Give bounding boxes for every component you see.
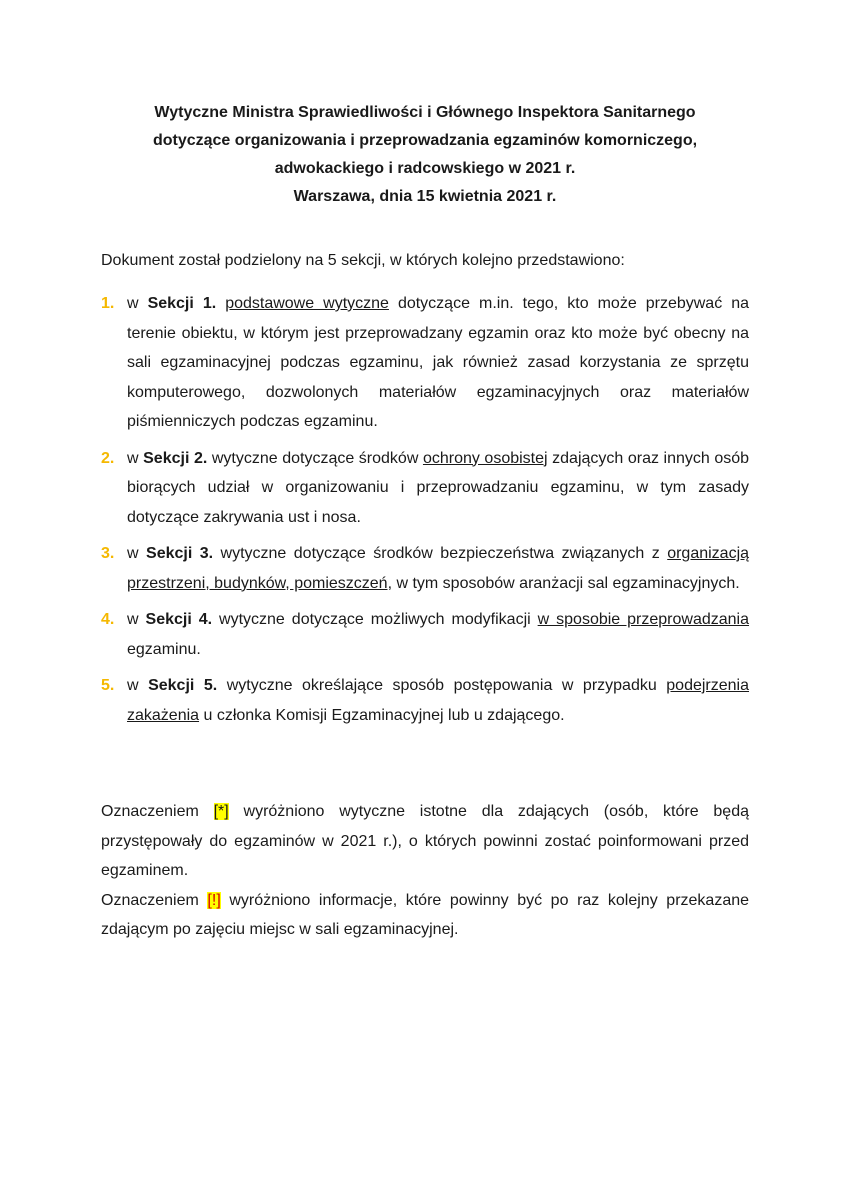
item-text: w tym sposobów aranżacji sal egzaminacyjnych. xyxy=(392,574,740,592)
note-text: wyróżniono informacje, które powinny być po raz kolejny przekazane zdającym po zajęciu miejsc w sali egzaminacyjnej. xyxy=(101,891,750,938)
item-text: dotyczące m.in. tego, kto może przebywać na terenie obiektu, w którym jest przeprowadzany egzamin oraz kto może być obecny na sali egzaminacyjnej podczas egzaminu, jak również zasad korzystania ze sprzętu komputerowego, dozwolonych materiałów egzaminacyjnych oraz materiałów piśmienniczych podczas egzaminu. xyxy=(127,295,750,430)
exclamation-marker: [!] xyxy=(207,891,221,909)
list-item-section-3 xyxy=(101,539,749,598)
item-text: zdających oraz innych osób biorących udział w organizowaniu i przeprowadzaniu egzaminu, w tym zasady dotyczące zakrywania ust i nosa. xyxy=(127,449,750,526)
title-line: Wytyczne Ministra Sprawiedliwości i Głównego Inspektora Sanitarnego xyxy=(154,104,696,121)
title-date: Warszawa, dnia 15 kwietnia 2021 r. xyxy=(293,188,557,205)
item-text: wytyczne dotyczące możliwych modyfikacji xyxy=(212,611,538,628)
section-label: Sekcji 5. xyxy=(148,677,218,694)
item-text: wytyczne dotyczące środków xyxy=(207,449,423,467)
list-number: 4. xyxy=(101,611,115,628)
item-prefix: w xyxy=(127,545,147,562)
notes-block xyxy=(101,797,749,945)
underlined-phrase: ochrony osobistej xyxy=(422,449,548,467)
item-prefix: w xyxy=(127,611,146,628)
list-number: 1. xyxy=(101,295,115,312)
item-text: wytyczne określające sposób postępowania w przypadku xyxy=(217,677,667,694)
title-line: adwokackiego i radcowskiego w 2021 r. xyxy=(274,160,576,177)
list-item-section-1 xyxy=(101,289,749,437)
note-paragraph-exclamation xyxy=(101,886,749,945)
note-text: wyróżniono wytyczne istotne dla zdających (osób, które będą przystępowały do egzaminów w 2021 r.), o których powinni zostać poinformowani przed egzaminem. xyxy=(101,803,750,879)
document-title xyxy=(0,99,850,211)
item-text: wytyczne dotyczące środków bezpieczeństwa związanych z xyxy=(213,545,668,562)
section-label: Sekcji 4. xyxy=(145,611,213,628)
underlined-phrase: organizacją przestrzeni, budynków, pomieszczeń, xyxy=(127,545,750,592)
item-prefix: w xyxy=(127,677,149,694)
item-prefix: w xyxy=(127,449,144,467)
underlined-phrase: w sposobie przeprowadzania xyxy=(537,611,750,628)
underlined-phrase: podejrzenia zakażenia xyxy=(127,677,750,724)
underlined-phrase: podstawowe wytyczne xyxy=(225,295,389,312)
list-number: 3. xyxy=(101,545,115,562)
section-label: Sekcji 1. xyxy=(147,295,217,312)
section-label: Sekcji 2. xyxy=(143,449,208,467)
intro-paragraph: Dokument został podzielony na 5 sekcji, w których kolejno przedstawiono: xyxy=(101,252,625,269)
note-paragraph-asterisk xyxy=(101,797,749,886)
asterisk-marker: [*] xyxy=(213,803,229,820)
list-item-section-2 xyxy=(101,444,749,533)
list-number: 5. xyxy=(101,677,115,694)
section-label: Sekcji 3. xyxy=(146,545,214,562)
title-line: dotyczące organizowania i przeprowadzania egzaminów komorniczego, xyxy=(152,132,698,149)
note-prefix: Oznaczeniem xyxy=(101,803,214,820)
item-text: egzaminu. xyxy=(127,640,201,658)
sections-list xyxy=(101,289,749,737)
item-text xyxy=(216,295,225,312)
list-item-section-4 xyxy=(101,605,749,664)
item-prefix: w xyxy=(127,295,148,312)
item-text: u członka Komisji Egzaminacyjnej lub u zdającego. xyxy=(199,706,565,724)
note-prefix: Oznaczeniem xyxy=(101,891,208,909)
list-number: 2. xyxy=(101,449,115,467)
list-item-section-5 xyxy=(101,671,749,730)
